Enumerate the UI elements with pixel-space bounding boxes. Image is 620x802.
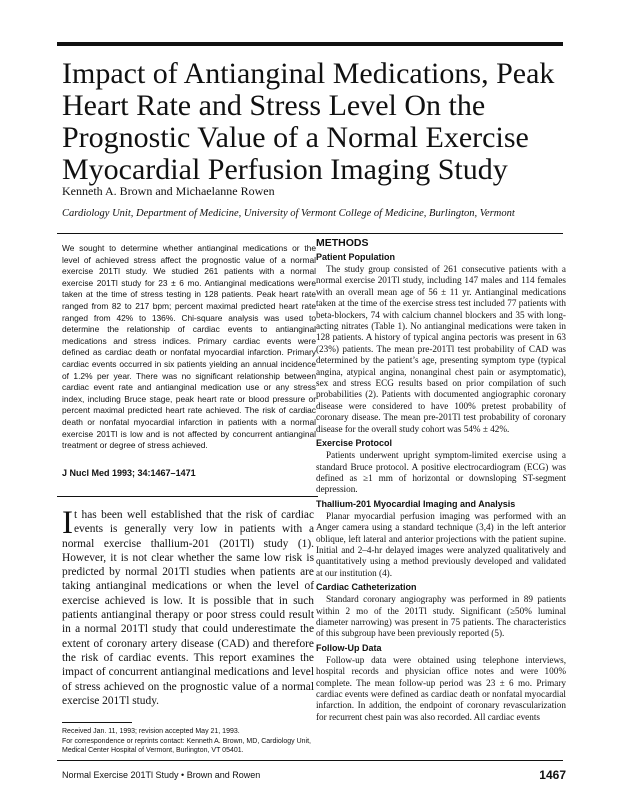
paragraph-follow-up: Follow-up data were obtained using telephone interviews, hospital records and physician office notes and were 100% complete. The mean follow-up period was 23 ± 6 mo. Primary cardiac events were defined as cardiac death or nonfatal myocardial infarction. In addition, the endpoint of coronary revascularization for recurrent chest pain was also recorded. All cardiac events — [316, 654, 566, 722]
intro-text: t has been well established that the risk of cardiac events is generally very low in patients with a normal exercise thallium-201 (201Tl) study (1). However, it is not clear whether the same low risk is predicted by normal 201Tl studies when patients are taking antianginal medications or when the level of exercise achieved is low. It is possible that in such patients antianginal therapy or poor stress could result in a normal 201Tl study that could underestimate the extent of coronary artery disease (CAD) and therefore the risk of cardiac events. This report examines the impact of concurrent antianginal medications and level of stress achieved on the prognostic value of a normal exercise 201Tl study. — [62, 509, 314, 707]
methods-column — [316, 237, 566, 723]
methods-heading: METHODS — [316, 237, 369, 249]
abstract-divider — [57, 496, 318, 497]
paragraph-patient-population: The study group consisted of 261 consecutive patients with a normal exercise 201Tl study, including 147 males and 114 females with an overall mean age of 56 ± 11 yr. Antianginal medications taken at the time of the exercise stress test included 77 patients with beta-blockers, 74 with calcium channel blockers and 35 with long-acting nitrates (Table 1). No antianginal medications were taken in 128 patients. A history of typical angina pectoris was present in 63 (23%) patients. The mean pre-201Tl test probability of CAD was determined by the patient’s age, presenting symptom type (typical angina, atypical angina, nonanginal chest pain or asymptomatic), sex and stress ECG results based on prior compilation of such probabilities (2). Patients with documented angiographic coronary disease were considered to have 100% pretest probability of coronary disease. The mean pre-201Tl test probability of coronary disease for the overall study cohort was 54% ± 42%. — [316, 264, 566, 434]
authors: Kenneth A. Brown and Michaelanne Rowen — [62, 184, 275, 198]
footnote-received: Received Jan. 11, 1993; revision accepted May 21, 1993. — [62, 728, 240, 735]
running-title: Normal Exercise 201Tl Study • Brown and Rowen — [62, 770, 261, 780]
introduction — [62, 505, 314, 708]
top-rule — [57, 42, 563, 46]
subheading-patient-population: Patient Population — [316, 252, 396, 262]
subheading-thallium-imaging: Thallium-201 Myocardial Imaging and Analysis — [316, 498, 516, 509]
header-divider — [57, 233, 563, 234]
subheading-follow-up: Follow-Up Data — [316, 642, 382, 653]
subheading-exercise-protocol: Exercise Protocol — [316, 438, 393, 449]
page-number: 1467 — [539, 768, 566, 782]
drop-cap: I — [62, 505, 73, 541]
citation: J Nucl Med 1993; 34:1467–1471 — [62, 468, 196, 478]
abstract: We sought to determine whether antianginal medications or the level of achieved stress affect the prognostic value of a normal exercise 201Tl study. We studied 261 patients with a normal exercise 201Tl study for 23 ± 6 mo. Antianginal medications were taken at the time of stress testing in 128 patients. Peak heart rate ranged from 82 to 217 bpm; percent maximal predicted heart rate ranged from 42% to 136%. Chi-square analysis was used to determine the relationship of cardiac events to antianginal medications and stress indices. Primary cardiac events were defined as cardiac death or nonfatal myocardial infarction. Primary cardiac events occurred in six patients yielding an annual incidence of 1.2% per year. There was no significant relationship between cardiac event rate and antianginal medication use or any stress index, including Bruce stage, peak heart rate or blood pressure or percent maximal predicted heart rate achieved. The risk of cardiac death or nonfatal myocardial infarction in patients with a normal exercise 201Tl is low and is not affected by concurrent antianginal treatment or degree of stress achieved. — [62, 243, 316, 451]
footnote-correspondence: For correspondence or reprints contact: Kenneth A. Brown, MD, Cardiology Unit, Medical Center Hospital of Vermont, Burlington, VT 05401. — [62, 737, 312, 754]
footnote-divider — [62, 722, 132, 723]
paragraph-exercise-protocol: Patients underwent upright symptom-limited exercise using a standard Bruce protocol. A positive electrocardiogram (ECG) was defined as ≥1 mm of horizontal or downsloping ST-segment depression. — [316, 450, 566, 495]
footer-divider — [57, 760, 563, 761]
affiliation: Cardiology Unit, Department of Medicine, University of Vermont College of Medicine, Burlington, Vermont — [62, 208, 515, 219]
subheading-cardiac-catheterization: Cardiac Catheterization — [316, 582, 417, 593]
paragraph-cardiac-catheterization: Standard coronary angiography was performed in 89 patients within 2 mo of the 201Tl study. Significant (≥50% luminal diameter narrowing) was present in 75 patients. The characteristics of this subgroup have been previously reported (5). — [316, 594, 566, 639]
footnotes — [62, 727, 314, 756]
article-title: Impact of Antianginal Medications, Peak Heart Rate and Stress Level On the Prognostic Value of a Normal Exercise Myocardial Perfusion Imaging Study — [62, 57, 555, 186]
paragraph-thallium-imaging: Planar myocardial perfusion imaging was performed with an Anger camera using a standard technique (3,4) in the left anterior oblique, left lateral and anterior projections with the patient supine. Initial and 2–4-hr delayed images were analyzed qualitatively and quantitatively using a method previously developed and validated at our institution (4). — [316, 510, 566, 578]
